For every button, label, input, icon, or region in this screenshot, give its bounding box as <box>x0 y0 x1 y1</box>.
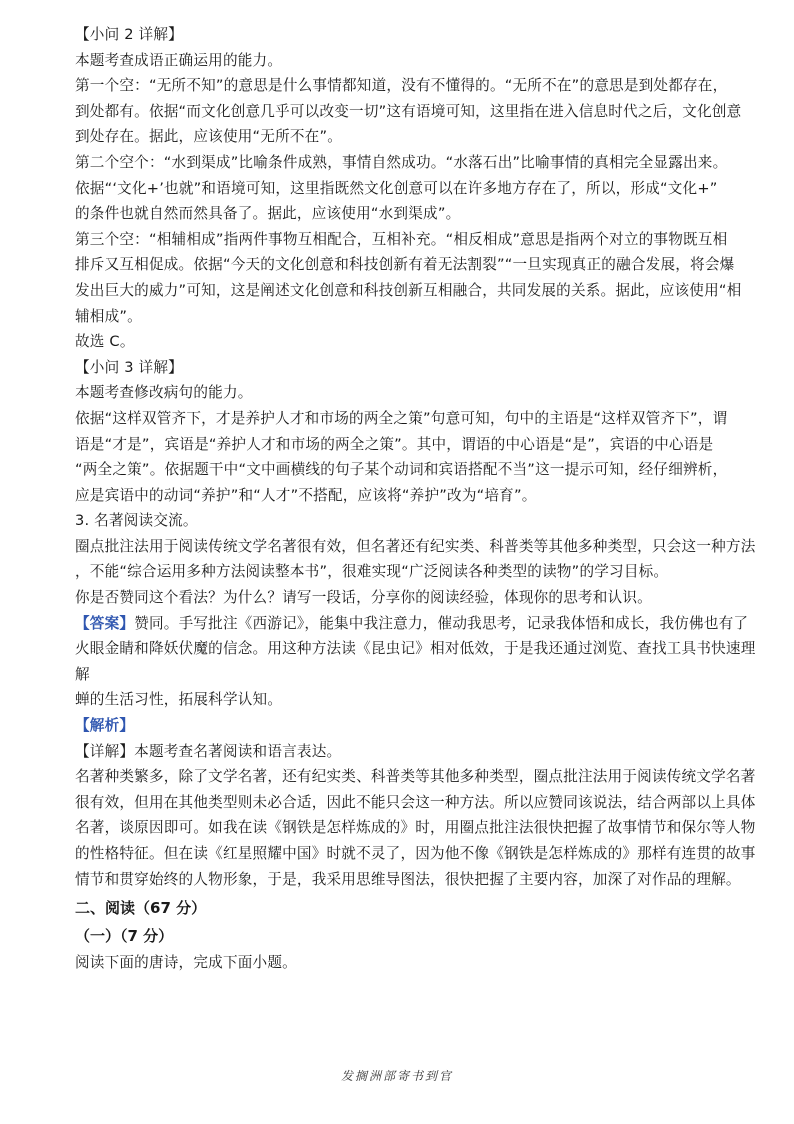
text-line: 名著种类繁多，除了文学名著，还有纪实类、科普类等其他多种类型，圈点批注法用于阅读传统文学名著 <box>75 768 756 786</box>
text-line: 3. 名著阅读交流。 <box>75 512 198 530</box>
text-line: 很有效，但用在其他类型则未必合适，因此不能只会这一种方法。所以应赞同该说法，结合两部以上具体 <box>75 793 756 811</box>
text-line: 故选 C。 <box>75 333 135 351</box>
answer-line <box>75 611 749 637</box>
text-line: 的性格特征。但在读《红星照耀中国》时就不灵了，因为他不像《钢铁是怎样炼成的》那样有连贯的故事 <box>75 845 756 862</box>
text-line: 语是“才是”，宾语是“养护人才和市场的两全之策”。其中，谓语的中心语是“是”，宾语的中心语是 <box>75 435 714 453</box>
text-line: 情节和贯穿始终的人物形象，于是，我采用思维导图法，很快把握了主要内容，加深了对作品的理解。 <box>75 870 741 888</box>
analysis-tag: 【解析】 <box>75 717 135 735</box>
text-line: 名著，谈原因即可。如我在读《钢铁是怎样炼成的》时，用圈点批注法很快把握了故事情节和保尔等人物 <box>75 819 756 837</box>
text-line: 火眼金睛和降妖伏魔的信念。用这种方法读《昆虫记》相对低效，于是我还通过浏览、查找工具书快速理 <box>75 640 756 658</box>
subsection-heading: （一）（7 分） <box>75 927 174 946</box>
analysis-line <box>75 713 725 739</box>
text-line: 的条件也就自然而然具备了。据此，应该使用“水到渠成”。 <box>75 205 461 223</box>
text-line: 圈点批注法用于阅读传统文学名著很有效，但名著还有纪实类、科普类等其他多种类型，只会这一种方法 <box>75 537 756 555</box>
text-line: 到处存在。据此，应该使用“无所不在”。 <box>75 128 343 146</box>
text-line: 第一个空：“无所不知”的意思是什么事情都知道，没有不懂得的。“无所不在”的意思是到处都存在， <box>75 77 728 95</box>
text-line: 阅读下面的唐诗，完成下面小题。 <box>75 954 297 972</box>
text-line: 你是否赞同这个看法？为什么？请写一段话，分享你的阅读经验，体现你的思考和认识。 <box>75 589 652 607</box>
text-line: 本题考查修改病句的能力。 <box>75 384 253 402</box>
text-line: 应是宾语中的动词“养护”和“人才”不搭配，应该将“养护”改为“培育”。 <box>75 486 537 504</box>
text-line: 到处都有。依据“而文化创意几乎可以改变一切”这有语境可知，这里指在进入信息时代之后，文化创意 <box>75 102 742 120</box>
text-line: 依据“‘文化+’也就”和语境可知，这里指既然文化创意可以在许多地方存在了，所以，形成“文化+” <box>75 179 718 197</box>
text-line: 排斥又互相促成。依据“今天的文化创意和科技创新有着无法割裂”“一旦实现真正的融合发展，将会爆 <box>75 256 735 274</box>
text-line: 【详解】本题考查名著阅读和语言表达。 <box>75 742 342 760</box>
text-line: 发出巨大的威力”可知，这是阐述文化创意和科技创新互相融合，共同发展的关系。据此，应该使用“相 <box>75 281 742 299</box>
text-line: 解 <box>75 665 90 683</box>
document-body <box>75 22 756 976</box>
answer-tag: 【答案】 <box>75 614 135 632</box>
text-line: 蝉的生活习性，拓展科学认知。 <box>75 691 283 709</box>
line-text: 赞同。手写批注《西游记》，能集中我注意力，催动我思考，记录我体悟和成长，我仿佛也有了 <box>134 614 749 632</box>
text-line: 第二个空个：“水到渠成”比喻条件成熟，事情自然成功。“水落石出”比喻事情的真相完全显露出来。 <box>75 153 728 171</box>
question-heading: 【小问 2 详解】 <box>75 26 183 43</box>
text-line: 依据“这样双管齐下，才是养护人才和市场的两全之策”句意可知，句中的主语是“这样双管齐下”，谓 <box>75 409 728 427</box>
text-line: 辅相成”。 <box>75 307 142 325</box>
question-heading: 【小问 3 详解】 <box>75 358 183 376</box>
text-line: 第三个空：“相辅相成”指两件事物互相配合，互相补充。“相反相成”意思是指两个对立的事物既互相 <box>75 230 728 248</box>
text-line: “两全之策”。依据题干中“文中画横线的句子某个动词和宾语搭配不当”这一提示可知，经仔细辨析， <box>75 461 728 479</box>
section-heading: 二、阅读（67 分） <box>75 899 207 918</box>
text-line: 本题考查成语正确运用的能力。 <box>75 51 283 69</box>
page-footer: 发搁洲部寄书到官 <box>340 1069 453 1083</box>
text-line: ，不能“综合运用多种方法阅读整本书”，很难实现“广泛阅读各种类型的读物”的学习目标。 <box>75 563 669 581</box>
